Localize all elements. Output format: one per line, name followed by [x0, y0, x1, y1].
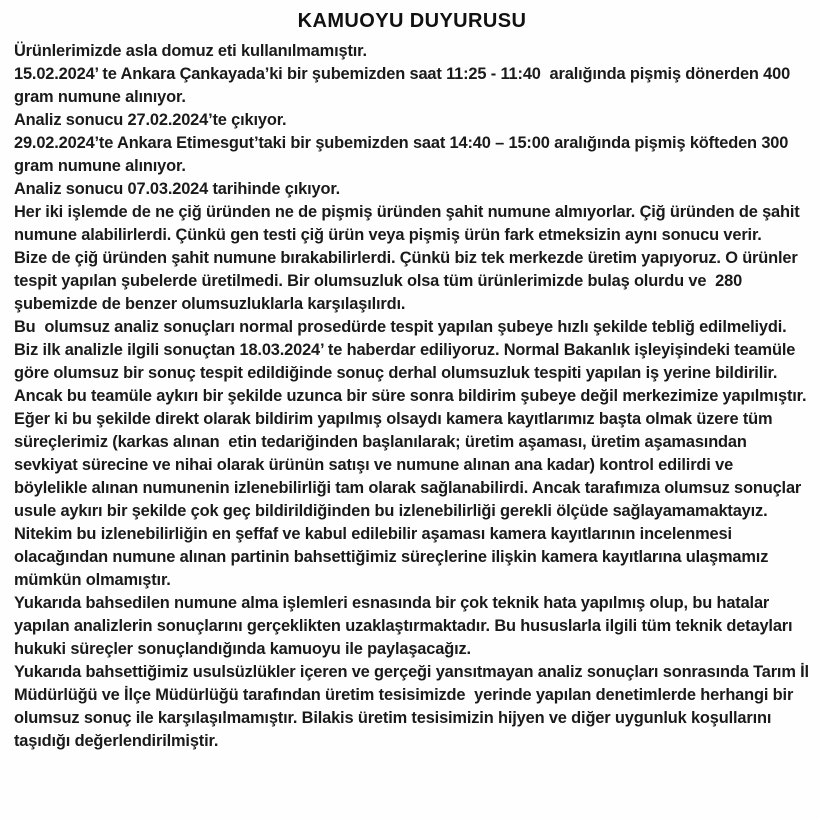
paragraph-no-pork-statement: Ürünlerimizde asla domuz eti kullanılmamıştır.: [14, 42, 367, 60]
paragraph-sample-etimesgut: 29.02.2024’te Ankara Etimesgut’taki bir şubemizden saat 14:40 – 15:00 aralığında pişmiş köfteden 300 gram numune alınıyor.: [14, 134, 793, 175]
paragraph-sample-cankaya: 15.02.2024’ te Ankara Çankayada’ki bir şubemizden saat 11:25 - 11:40 aralığında pişmiş dönerden 400 gram numune alınıyor.: [14, 65, 795, 106]
paragraph-inspection-result: Yukarıda bahsettiğimiz usulsüzlükler içeren ve gerçeği yansıtmayan analiz sonuçları sonrasında Tarım İl Müdürlüğü ve İlçe Müdürlüğü tarafından üretim tesisimizde yerinde yapılan denetimlerde herhangi bir olumsuz sonuç ile karşılaşılmamıştır. Bilakis üretim tesisimizin hijyen ve diğer uygunluk koşullarını taşıdığı değerlendirilmiştir.: [14, 663, 814, 750]
paragraph-witness-sample: Her iki işlemde de ne çiğ üründen ne de pişmiş üründen şahit numune almıyorlar. Çiğ üründen de şahit numune alabilirlerdi. Çünkü gen testi çiğ ürün veya pişmiş ürün fark etmeksizin aynı sonucu verir.: [14, 203, 804, 244]
paragraph-notification-procedure: Bu olumsuz analiz sonuçları normal prosedürde tespit yapılan şubeye hızlı şekilde tebliğ edilmeliydi. Biz ilk analizle ilgili sonuçtan 18.03.2024’ te haberdar ediliyoruz. Normal Bakanlık işleyişindeki teamüle göre olumsuz bir sonuç tespit edildiğinde sonuç derhal olumsuzluk tespiti yapılan iş yerine bildirilir. Ancak bu teamüle aykırı bir şekilde uzunca bir süre sonra bildirim şubeye değil merkezimize yapılmıştır. Eğer ki bu şekilde direkt olarak bildirim yapılmış olsaydı kamera kayıtlarımız başta olmak üzere tüm süreçlerimiz (karkas alınan etin tedariğinden başlanılarak; üretim aşaması, üretim aşamasından sevkiyat sürecine ve nihai olarak ürünün satışı ve numune alınan ana kadar) kontrol edilirdi ve böylelikle alınan numunenin izlenebilirliği tam olarak sağlanabilirdi. Ancak tarafımıza olumsuz sonuçlar usule aykırı bir şekilde çok geç bildirildiğinden bu izlenebilirliği gerekli ölçüde sağlayamamaktayız. Nitekim bu izlenebilirliğin en şeffaf ve kabul edilebilir aşaması kamera kayıtlarının incelenmesi olacağından numune alınan partinin bahsettiğimiz süreçlerine ilişkin kamera kayıtlarına ulaşmamız mümkün olmamıştır.: [14, 318, 811, 589]
paragraph-central-production: Bize de çiğ üründen şahit numune bırakabilirlerdi. Çünkü biz tek merkezde üretim yapıyoruz. O ürünler tespit yapılan şubelerde üretilmedi. Bir olumsuzluk olsa tüm ürünlerimizde bulaş olurdu ve 280 şubemizde de benzer olumsuzluklarla karşılaşılırdı.: [14, 249, 803, 313]
paragraph-technical-errors: Yukarıda bahsedilen numune alma işlemleri esnasında bir çok teknik hata yapılmış olup, bu hatalar yapılan analizlerin sonuçlarını gerçeklikten uzaklaştırmaktadır. Bu hususlarla ilgili tüm teknik detayları hukuki süreçler sonuçlandığında kamuoyu ile paylaşacağız.: [14, 594, 797, 658]
announcement-body: [14, 40, 814, 753]
paragraph-analysis-result-1: Analiz sonucu 27.02.2024’te çıkıyor.: [14, 111, 287, 129]
paragraph-analysis-result-2: Analiz sonucu 07.03.2024 tarihinde çıkıyor.: [14, 180, 341, 198]
page-title: KAMUOYU DUYURUSU: [297, 10, 527, 32]
